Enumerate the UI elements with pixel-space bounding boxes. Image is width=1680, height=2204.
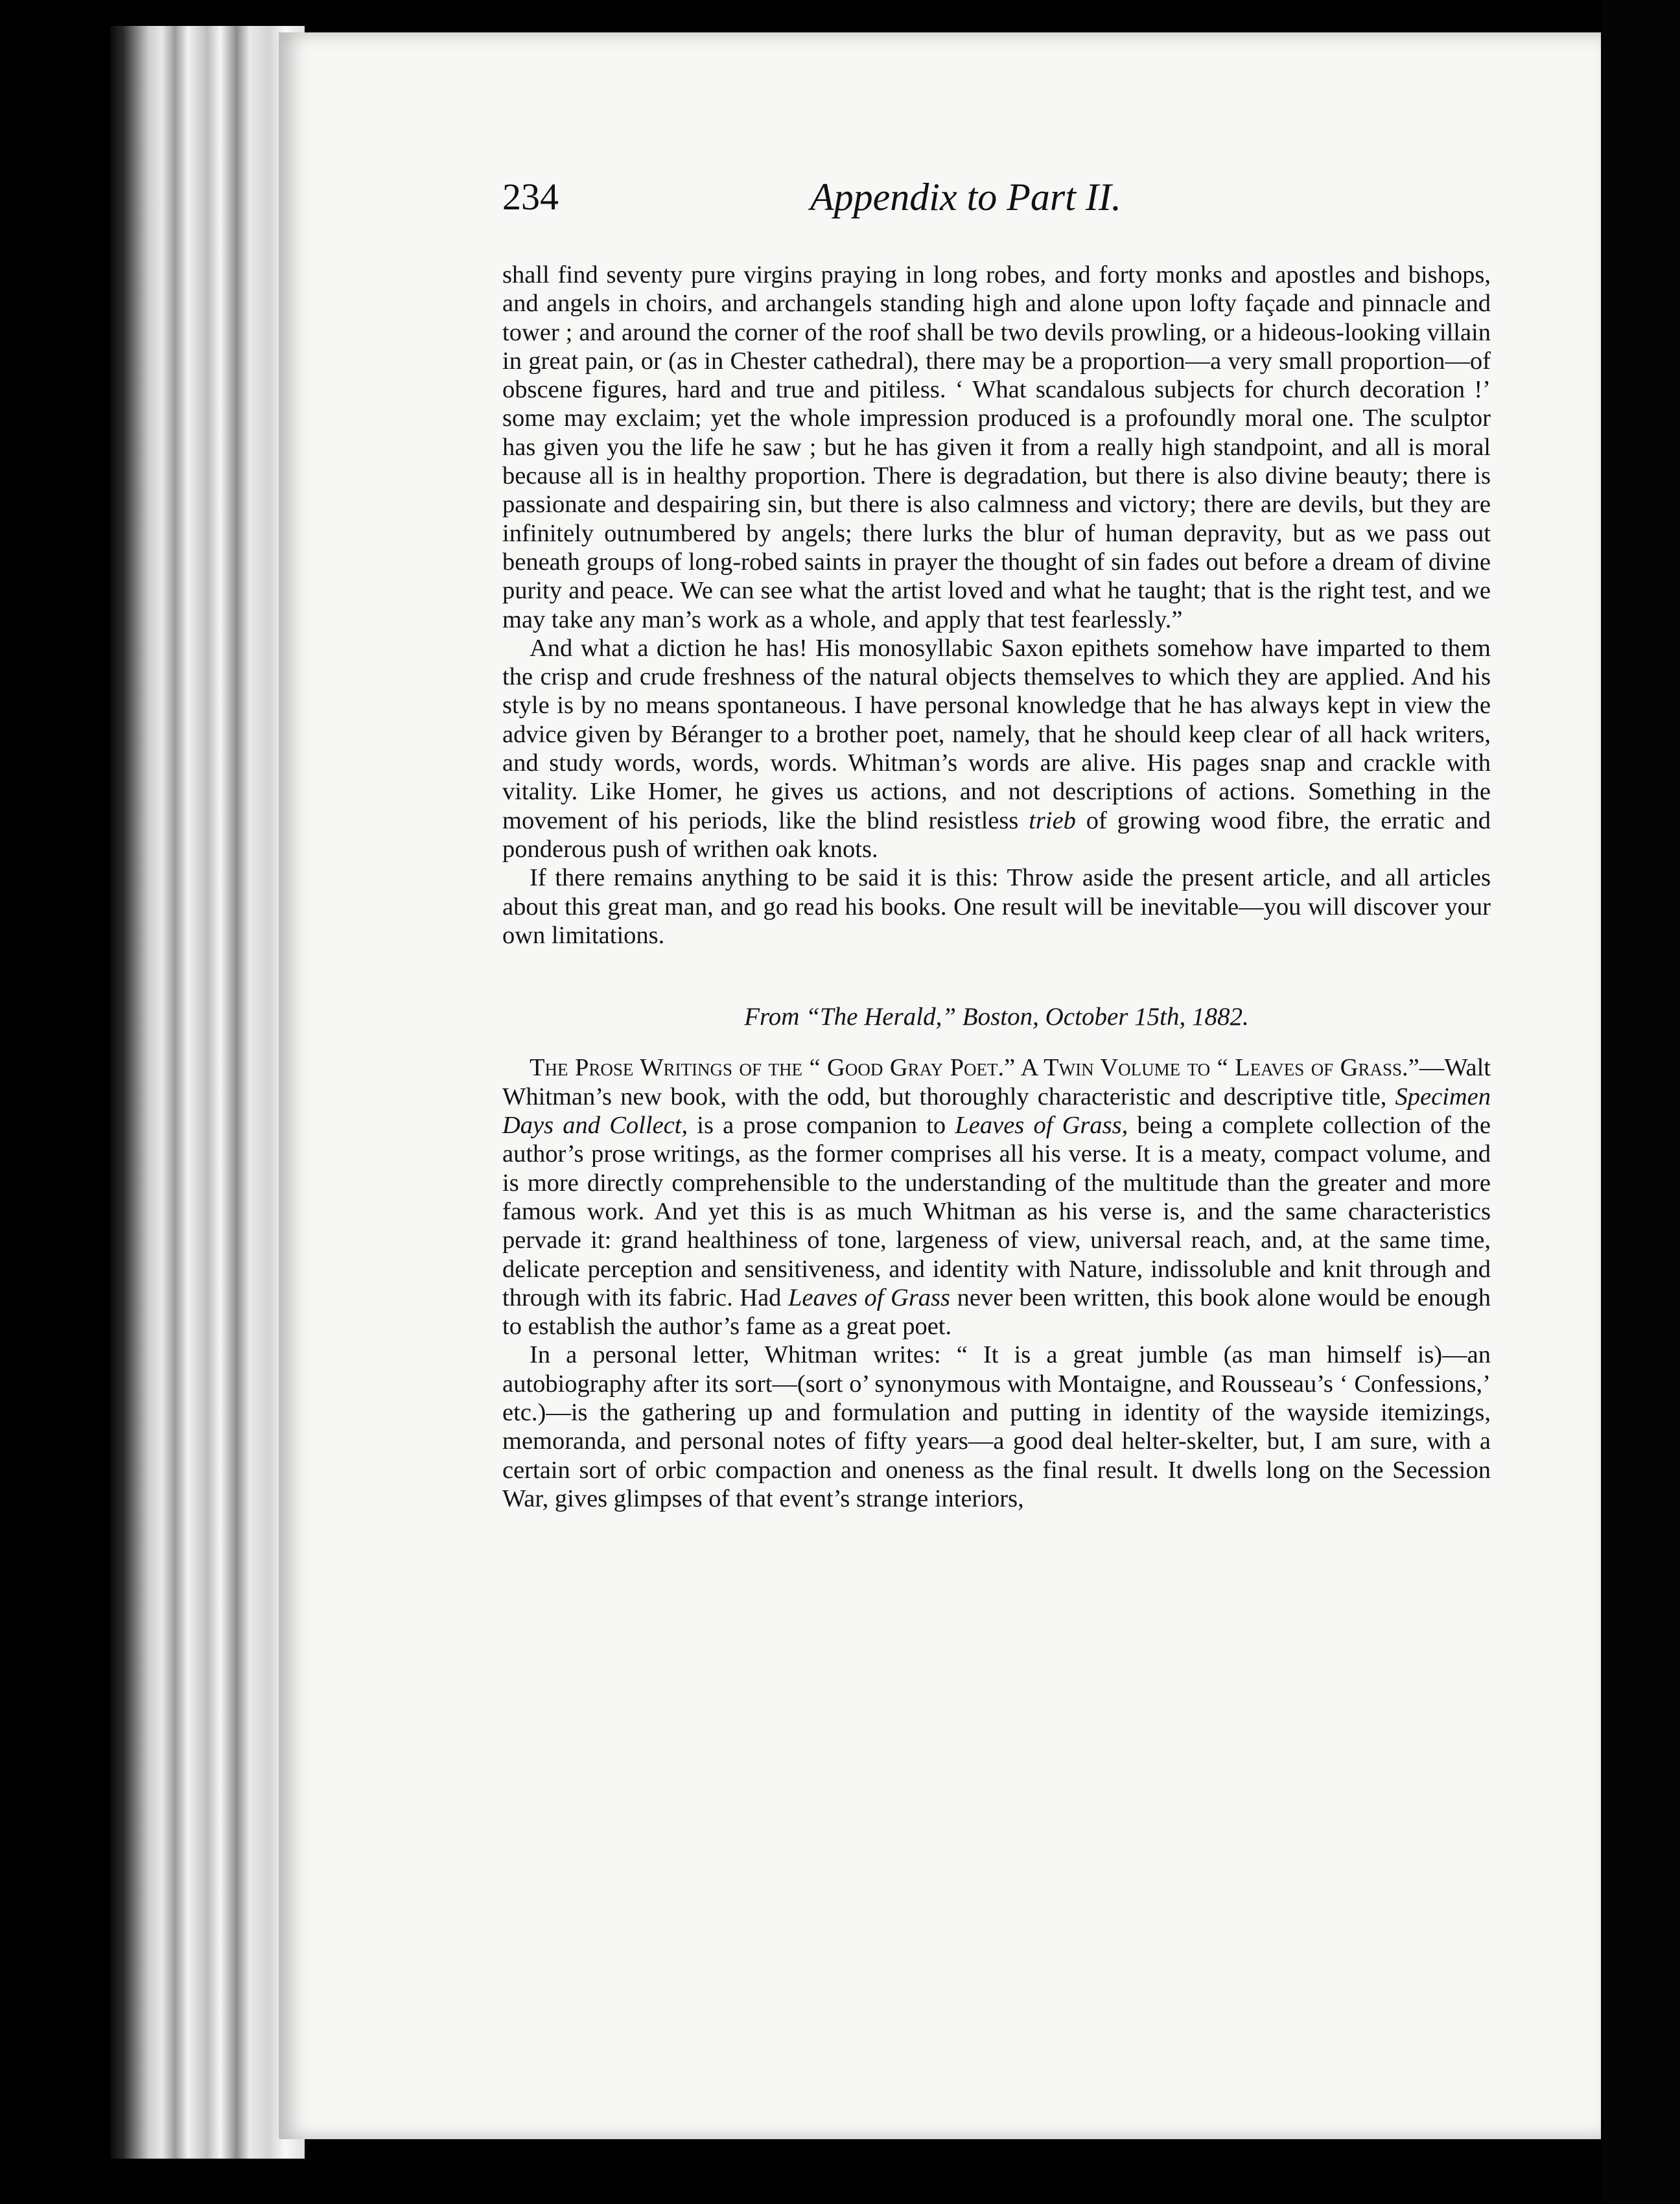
review-text-b: is a prose companion to: [688, 1112, 955, 1140]
review-heading-2: A Twin Volume to “ Leaves of Grass.”: [1015, 1054, 1419, 1082]
paragraph-diction-text-a: And what a diction he has! His monosyllabic Saxon epithets somehow have imparted to them the crisp and crude freshness of the natural objects themselves to which they are applied. And his style is by no means spontaneous. I have personal knowledge that he has always kept in view the advice given by Béranger to a brother poet, namely, that he should keep clear of all hack writers, and study words, words, words. Whitman’s words are alive. His pages snap and crackle with vitality. Like Homer, he gives us actions, and not descriptions of actions. Something in the movement of his periods, like the blind resistless: [502, 634, 1491, 834]
page-header: [502, 175, 1513, 227]
review-text-c: being a complete collection of the author’s prose writings, as the former comprises all his verse. It is a meaty, compact volume, and is more directly comprehensible to the understanding of the multitude than the greater and more famous work. And yet this is as much Whitman as his verse is, and the same characteristics pervade it: grand healthiness of tone, largeness of view, universal reach, and, at the same time, delicate perception and sensitiveness, and identity with Nature, indissoluble and knit through and through with its fabric. Had: [502, 1112, 1491, 1311]
book-title-leaves-of-grass-2: Leaves of Grass: [788, 1284, 951, 1311]
book-page-edges: [110, 26, 305, 2159]
book-title-specimen-days: Specimen Days and Collect,: [502, 1083, 1491, 1140]
italic-word-trieb: trieb: [1029, 806, 1076, 834]
book-title-leaves-of-grass: Leaves of Grass,: [955, 1112, 1128, 1140]
paragraph-conclusion: If there remains anything to be said it is this: Throw aside the present article, and all articles about this great man, and go read his books. One result will be inevitable—you will discover your own limitations.: [502, 864, 1491, 949]
scan-background-right: [1601, 0, 1680, 2204]
review-heading-1: The Prose Writings of the “ Good Gray Poet.”: [530, 1054, 1016, 1082]
page-body: [502, 261, 1491, 1513]
paragraph-diction-text-b: of growing wood fibre, the erratic and ponderous push of writhen oak knots.: [502, 806, 1491, 863]
paragraph-herald-review: [502, 1053, 1491, 1341]
review-text-d: never been written, this book alone would be enough to establish the author’s fame as a great poet.: [502, 1284, 1491, 1341]
paragraph-continued: shall find seventy pure virgins praying in long robes, and forty monks and apostles and bishops, and angels in choirs, and archangels standing high and alone upon lofty façade and pinnacle and tower ; and around the corner of the roof shall be two devils prowling, or a hideous-looking villain in great pain, or (as in Chester cathedral), there may be a proportion—a very small proportion—of obscene figures, hard and true and pitiless. ‘ What scandalous subjects for church decoration !’ some may exclaim; yet the whole impression produced is a profoundly moral one. The sculptor has given you the life he saw ; but he has given it from a really high standpoint, and all is moral because all is in healthy proportion. There is degradation, but there is also divine beauty; there is passionate and despairing sin, but there is also calmness and victory; there are devils, but they are infinitely outnumbered by angels; there lurks the blur of human depravity, but as we pass out beneath groups of long-robed saints in prayer the thought of sin fades out before a dream of divine purity and peace. We can see what the artist loved and what he taught; that is the right test, and we may take any man’s work as a whole, and apply that test fearlessly.”: [502, 261, 1491, 633]
paragraph-diction: [502, 634, 1491, 863]
running-title: Appendix to Part II.: [810, 176, 1121, 218]
source-citation: From “The Herald,” Boston, October 15th, 1882.: [744, 1003, 1249, 1031]
review-text-a: —Walt Whitman’s new book, with the odd, but thoroughly characteristic and descriptive title,: [502, 1054, 1491, 1110]
page-number: 234: [502, 176, 559, 218]
paragraph-personal-letter: In a personal letter, Whitman writes: “ It is a great jumble (as man himself is)—an autobiography after its sort—(sort o’ synonymous with Montaigne, and Rousseau’s ‘ Confessions,’ etc.)—is the gathering up and formulation and putting in identity of the wayside itemizings, memoranda, and personal notes of fifty years—a good deal helter-skelter, but, I am sure, with a certain sort of orbic compaction and oneness as the final result. It dwells long on the Secession War, gives glimpses of that event’s strange interiors,: [502, 1341, 1491, 1512]
